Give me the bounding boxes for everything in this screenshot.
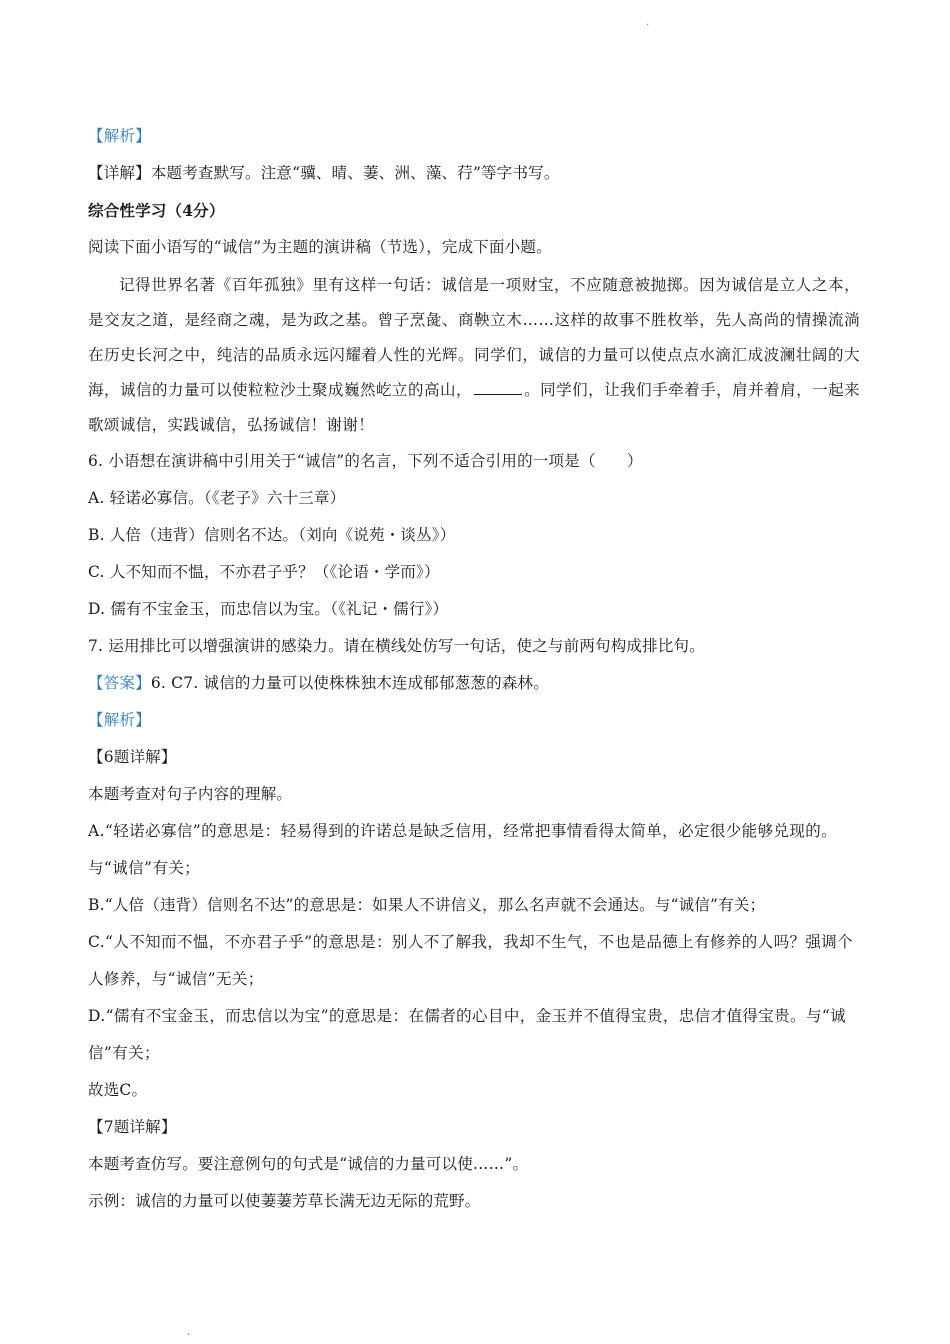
analysis-tag-2: 【解析】 [88, 711, 151, 729]
question-6-conclusion: 故选C。 [88, 1081, 148, 1099]
question-7: 7. 运用排比可以增强演讲的感染力。请在横线处仿写一句话，使之与前两句构成排比句。 [88, 637, 705, 655]
question-6-option-a: A. 轻诺必寡信。（《老子》六十三章） [88, 489, 346, 507]
question-6-option-c: C. 人不知而不愠，不亦君子乎？（《论语・学而》） [88, 563, 440, 581]
footer-dot: . [187, 1327, 191, 1338]
intro-text: 阅读下面小语写的“诚信”为主题的演讲稿（节选），完成下面小题。 [88, 238, 552, 256]
header-dot: . [646, 17, 650, 28]
answer-line [88, 665, 860, 702]
section-title: 综合性学习（4分） [88, 201, 225, 220]
speech-paragraph [88, 268, 860, 443]
question-6-option-d: D. 儒有不宝金玉，而忠信以为宝。（《礼记・儒行》） [88, 600, 449, 618]
question-6-detail-c: C.“人不知而不愠，不亦君子乎”的意思是：别人不了解我，我却不生气，不也是品德上有修养的人吗？强调个人修养，与“诚信”无关； [88, 933, 854, 988]
speech-part-1: 记得世界名著《百年孤独》里有这样一句话：诚信是一项财宝，不应随意被抛掷。因为诚信是立人之本，是交友之道，是经商之魂，是为政之基。曾子烹彘、商鞅立木……这样的故事不胜枚举，先人高尚的情操流淌在历史长河之中，纯洁的品质永远闪耀着人性的光辉。同学们，诚信的力量可以使点点水滴汇成波澜壮阔的大海，诚信的力量可以使粒粒沙土聚成巍然屹立的高山， [88, 276, 860, 399]
question-6-detail-b: B.“人倍（违背）信则名不达”的意思是：如果人不讲信义，那么名声就不会通达。与“诚信”有关； [88, 896, 766, 914]
question-6-detail-tag: 【6题详解】 [88, 748, 177, 766]
answer-text: 6. C7. 诚信的力量可以使株株独木连成郁郁葱葱的森林。 [150, 674, 549, 692]
question-7-detail-tag: 【7题详解】 [88, 1118, 177, 1136]
detail-tag-1: 【详解】 [88, 164, 151, 182]
question-6-detail-intro: 本题考查对句子内容的理解。 [88, 785, 293, 803]
detail-text-1: 本题考查默写。注意“骥、晴、萋、洲、藻、荇”等字书写。 [150, 164, 560, 182]
answer-blank [474, 380, 522, 395]
speech-part-2: 。同学们，让我们手牵着手，肩并着肩，一起来歌颂诚信，实践诚信，弘扬诚信！谢谢！ [88, 381, 860, 434]
detail-line-1 [88, 155, 860, 192]
question-6-option-b: B. 人倍（违背）信则名不达。（刘向《说苑・谈丛》） [88, 526, 456, 544]
question-6-detail-a: A.“轻诺必寡信”的意思是：轻易得到的许诺总是缺乏信用，经常把事情看得太简单，必定很少能够兑现的。与“诚信”有关； [88, 822, 838, 877]
question-6: 6. 小语想在演讲稿中引用关于“诚信”的名言，下列不适合引用的一项是（ ） [88, 452, 643, 470]
question-6-detail-d: D.“儒有不宝金玉，而忠信以为宝”的意思是：在儒者的心目中，金玉并不值得宝贵，忠信才值得宝贵。与“诚信”有关； [88, 1007, 847, 1062]
document-content [88, 118, 860, 1220]
question-7-detail-intro: 本题考查仿写。要注意例句的句式是“诚信的力量可以使……”。 [88, 1155, 529, 1173]
analysis-tag-1: 【解析】 [88, 127, 151, 145]
question-7-example: 示例：诚信的力量可以使萋萋芳草长满无边无际的荒野。 [88, 1192, 481, 1210]
answer-tag: 【答案】 [88, 674, 151, 692]
